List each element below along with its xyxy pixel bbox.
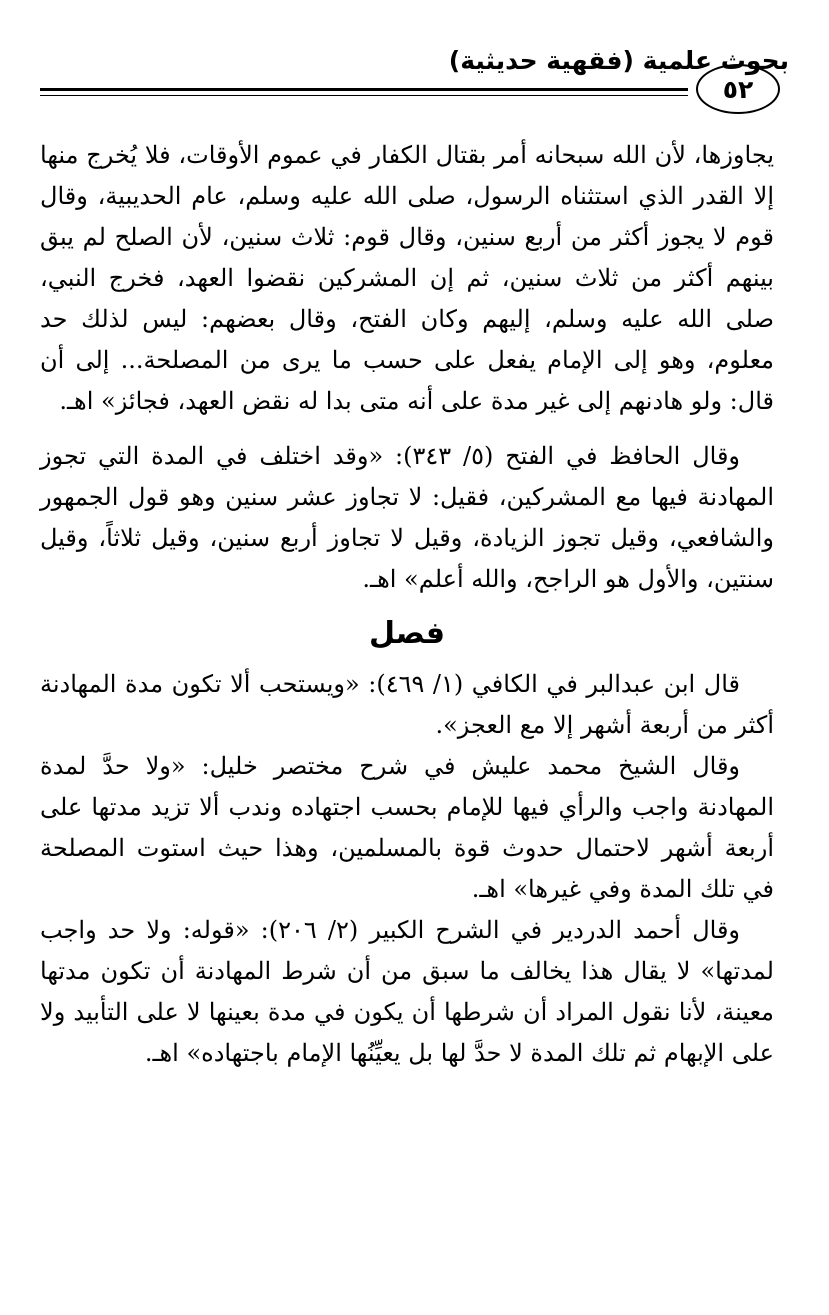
- paragraph-2: وقال الحافظ في الفتح (٥/ ٣٤٣): «وقد اختلف في المدة التي تجوز المهادنة فيها مع المشركين، فقيل: لا تجاوز عشر سنين وهو قول الجمهور والشافعي، وقيل تجوز الزيادة، وقيل لا تجاوز أربع سنين، وقيل ثلاثاً، وقيل سنتين، والأول هو الراجح، والله أعلم» اهـ.: [40, 442, 774, 593]
- section-heading: فصل: [369, 616, 445, 651]
- paragraph-1: يجاوزها، لأن الله سبحانه أمر بقتال الكفار في عموم الأوقات، فلا يُخرج منها إلا القدر الذي استثناه الرسول، صلى الله عليه وسلم، عام الحديبية، وقال قوم لا يجوز أكثر من أربع سنين، وقال قوم: ثلاث سنين، لأن الصلح لم يبق بينهم أكثر من ثلاث سنين، ثم إن المشركين نقضوا العهد، فخرج النبي، صلى الله عليه وسلم، إليهم وكان الفتح، وقال بعضهم: ليس لذلك حد معلوم، وهو إلى الإمام يفعل على حسب ما يرى من المصلحة... إلى أن قال: ولو هادنهم إلى غير مدة على أنه متى بدا له نقض العهد، فجائز» اهـ.: [40, 141, 774, 415]
- page-number: ٥٢: [696, 64, 780, 114]
- header-rule: [40, 88, 688, 96]
- paragraph-5: وقال أحمد الدردير في الشرح الكبير (٢/ ٢٠٦): «قوله: ولا حد واجب لمدتها» لا يقال هذا يخالف ما سبق من أن شرط المهادنة أن تكون مدتها معينة، لأنا نقول المراد أن شرطها أن يكون في مدة بعينها لا على التأبيد ولا على الإبهام ثم تلك المدة لا حدَّ لها بل يعيِّنُها الإمام باجتهاده» اهـ.: [40, 916, 774, 1067]
- running-title: بحوث علمية (فقهية حديثية): [448, 46, 789, 75]
- page-body: [40, 135, 774, 1074]
- paragraph-3: قال ابن عبدالبر في الكافي (١/ ٤٦٩): «ويستحب ألا تكون مدة المهادنة أكثر من أربعة أشهر إلا مع العجز».: [40, 670, 774, 739]
- paragraph-4: وقال الشيخ محمد عليش في شرح مختصر خليل: «ولا حدَّ لمدة المهادنة واجب والرأي فيها للإمام بحسب اجتهاده وندب ألا تزيد مدتها على أربعة أشهر لاحتمال حدوث قوة بالمسلمين، وهذا حيث استوت المصلحة في تلك المدة وفي غيرها» اهـ.: [40, 752, 774, 903]
